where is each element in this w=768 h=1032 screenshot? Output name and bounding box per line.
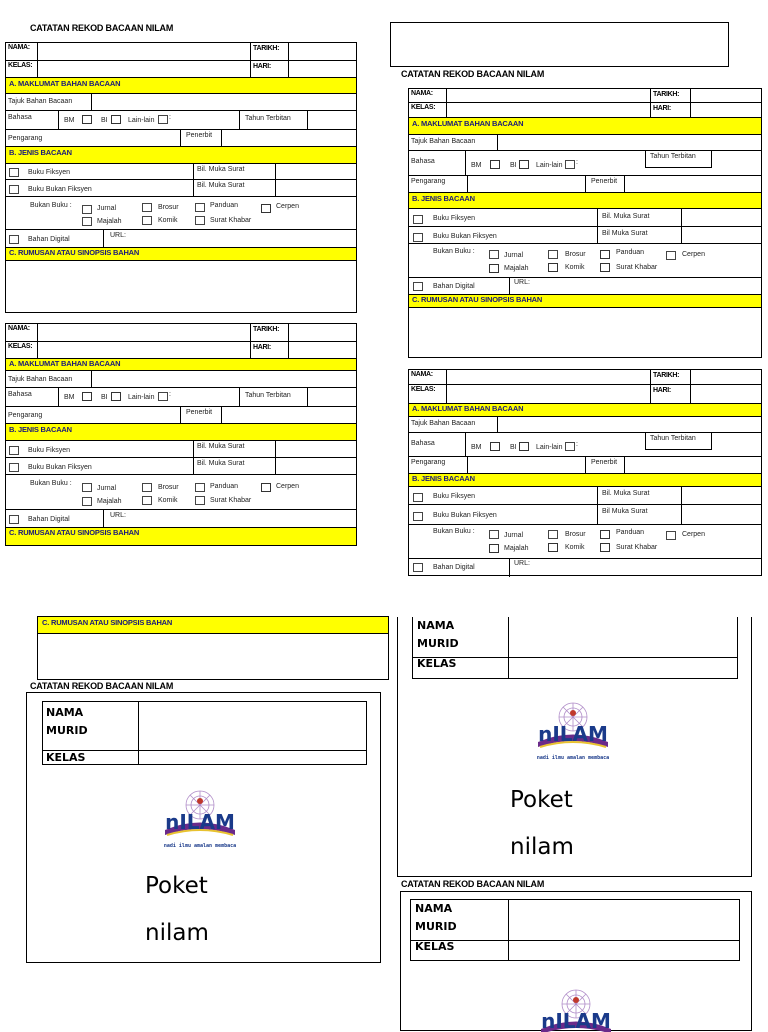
bukan-buku-label: Bukan Buku : [30, 202, 72, 209]
tajuk-label: Tajuk Bahan Bacaan [411, 138, 476, 145]
bahasa-label: Bahasa [411, 440, 435, 447]
cerpen-checkbox[interactable] [261, 204, 271, 213]
bukan-fiksyen-label: Buku Bukan Fiksyen [433, 233, 497, 240]
pengarang-field[interactable] [467, 176, 585, 192]
nilam-logo [511, 984, 641, 1032]
divider [711, 151, 714, 168]
bil-muka-field[interactable] [275, 164, 356, 179]
tarikh-field[interactable] [288, 43, 356, 60]
bil-muka-field-2[interactable] [275, 180, 356, 196]
penerbit-label: Penerbit [186, 409, 213, 416]
form-title-2: CATATAN REKOD BACAAN NILAM [401, 69, 545, 79]
hari-label: HARI: [253, 63, 271, 70]
colon: : [576, 441, 578, 448]
poket-text: Poket [510, 787, 573, 813]
bil-muka-label-2: Bil Muka Surat [602, 230, 648, 237]
jurnal-label: Jurnal [97, 205, 117, 212]
komik-label: Komik [158, 497, 178, 504]
tarikh-field[interactable] [690, 89, 761, 102]
svg-text:nadi ilmu amalan membaca: nadi ilmu amalan membaca [163, 843, 237, 849]
student-info-box [412, 617, 738, 679]
brosur-label: Brosur [158, 204, 179, 211]
poket-text: Poket [145, 873, 208, 899]
komik-label: Komik [158, 217, 178, 224]
divider [681, 227, 684, 243]
bukan-buku-label: Bukan Buku : [433, 248, 475, 255]
lainlain-checkbox[interactable] [565, 442, 575, 451]
form-title-1: CATATAN REKOD BACAAN NILAM [30, 23, 174, 33]
cerpen-label: Cerpen [682, 251, 705, 258]
nilam-text: nilam [510, 834, 574, 860]
bi-label: BI [101, 117, 108, 124]
nama-murid-label [417, 617, 459, 653]
tajuk-field[interactable] [91, 371, 356, 387]
tahun-label: Tahun Terbitan [245, 115, 291, 122]
tarikh-field[interactable] [288, 324, 356, 341]
penerbit-label: Penerbit [591, 178, 618, 185]
digital-label: Bahan Digital [433, 564, 475, 571]
penerbit-field[interactable] [221, 130, 356, 146]
colon: : [169, 114, 171, 121]
nama-murid-field[interactable] [509, 617, 737, 657]
komik-checkbox[interactable] [548, 543, 558, 552]
cerpen-checkbox[interactable] [666, 531, 676, 540]
divider [307, 111, 310, 129]
kelas-label: KELAS [415, 940, 455, 953]
bukan-buku-label: Bukan Buku : [30, 480, 72, 487]
nama-field[interactable] [37, 43, 250, 60]
cerpen-label: Cerpen [276, 203, 299, 210]
nilam-text: nilam [145, 920, 209, 946]
fiksyen-label: Buku Fiksyen [433, 215, 476, 222]
surat-khabar-label: Surat Khabar [616, 264, 658, 271]
bukan-fiksyen-label: Buku Bukan Fiksyen [28, 186, 92, 193]
surat-khabar-label: Surat Khabar [210, 217, 252, 224]
bi-label: BI [101, 394, 108, 401]
tajuk-field[interactable] [497, 417, 761, 432]
bil-muka-label: Bil. Muka Surat [602, 490, 650, 497]
reading-form-2 [5, 323, 357, 546]
bil-muka-label: Bil. Muka Surat [197, 166, 245, 173]
nama-label: NAMA [46, 706, 84, 719]
cerpen-checkbox[interactable] [666, 251, 676, 260]
pengarang-label: Pengarang [8, 412, 43, 419]
bi-checkbox[interactable] [111, 115, 121, 124]
nama-field[interactable] [446, 89, 650, 102]
bm-checkbox[interactable] [490, 442, 500, 451]
nama-field[interactable] [446, 370, 650, 384]
hari-label: HARI: [253, 344, 271, 351]
komik-checkbox[interactable] [142, 496, 152, 505]
reading-form-1 [5, 42, 357, 313]
divider [681, 505, 684, 524]
nama-murid-field[interactable] [509, 900, 739, 940]
nama-label: NAMA [417, 619, 455, 632]
nilam-logo-icon [135, 785, 265, 855]
bil-muka-field-2[interactable] [275, 458, 356, 474]
section-a-header: A. MAKLUMAT BAHAN BACAAN [409, 404, 761, 417]
section-a-header: A. MAKLUMAT BAHAN BACAAN [6, 359, 356, 371]
panduan-label: Panduan [616, 249, 645, 256]
bil-muka-label: Bil. Muka Surat [197, 443, 245, 450]
komik-label: Komik [565, 264, 585, 271]
section-a-header: A. MAKLUMAT BAHAN BACAAN [409, 118, 761, 135]
murid-label: MURID [417, 637, 459, 650]
bukan-fiksyen-label: Buku Bukan Fiksyen [433, 512, 497, 519]
nama-label: NAMA: [411, 90, 433, 97]
tajuk-field[interactable] [497, 135, 761, 150]
url-label: URL: [514, 560, 530, 567]
surat-khabar-checkbox[interactable] [195, 216, 205, 225]
fiksyen-checkbox[interactable] [413, 215, 423, 224]
reading-form-4 [408, 369, 762, 576]
bukan-fiksyen-label: Buku Bukan Fiksyen [28, 464, 92, 471]
lainlain-checkbox[interactable] [158, 392, 168, 401]
nama-murid-label [46, 704, 88, 740]
bm-label: BM [64, 117, 75, 124]
pengarang-label: Pengarang [411, 459, 446, 466]
nilam-logo [135, 785, 265, 855]
kelas-field[interactable] [139, 751, 366, 764]
tajuk-label: Tajuk Bahan Bacaan [8, 98, 73, 105]
bil-muka-label-2: Bil. Muka Surat [197, 182, 245, 189]
panduan-label: Panduan [210, 202, 239, 209]
majalah-label: Majalah [504, 545, 529, 552]
brosur-checkbox[interactable] [548, 250, 558, 259]
bm-checkbox[interactable] [82, 392, 92, 401]
bil-muka-label-2: Bil Muka Surat [602, 508, 648, 515]
sinopsis-field[interactable] [6, 261, 356, 312]
student-info-box [42, 701, 367, 765]
majalah-label: Majalah [97, 218, 122, 225]
majalah-checkbox[interactable] [82, 217, 92, 226]
section-c-header: C. RUMUSAN ATAU SINOPSIS BAHAN [6, 528, 356, 545]
kelas-label: KELAS: [411, 386, 436, 393]
pengarang-label: Pengarang [8, 135, 43, 142]
pengarang-field[interactable] [467, 457, 585, 473]
lainlain-checkbox[interactable] [158, 115, 168, 124]
empty-box [390, 22, 729, 67]
nama-label: NAMA: [8, 325, 30, 332]
komik-label: Komik [565, 544, 585, 551]
cerpen-checkbox[interactable] [261, 483, 271, 492]
jurnal-checkbox[interactable] [82, 205, 92, 214]
komik-checkbox[interactable] [548, 263, 558, 272]
bukan-fiksyen-checkbox[interactable] [413, 233, 423, 242]
kelas-field[interactable] [446, 385, 650, 403]
tarikh-label: TARIKH: [253, 45, 280, 52]
poket-card-1 [26, 692, 381, 963]
tarikh-field[interactable] [690, 370, 761, 384]
card-title-1: CATATAN REKOD BACAAN NILAM [30, 681, 174, 691]
brosur-label: Brosur [158, 484, 179, 491]
bil-muka-field[interactable] [275, 441, 356, 457]
kelas-field[interactable] [446, 103, 650, 117]
divider [681, 487, 684, 504]
fiksyen-label: Buku Fiksyen [28, 447, 71, 454]
tajuk-field[interactable] [91, 94, 356, 110]
nama-label: NAMA: [8, 44, 30, 51]
jurnal-label: Jurnal [504, 532, 524, 539]
kelas-field[interactable] [37, 61, 250, 77]
poket-card-3 [400, 891, 752, 1031]
kelas-label: KELAS: [8, 343, 33, 350]
pengarang-label: Pengarang [411, 178, 446, 185]
majalah-label: Majalah [97, 498, 122, 505]
nilam-logo-icon [511, 984, 641, 1032]
colon: : [169, 391, 171, 398]
hari-label: HARI: [653, 105, 671, 112]
panduan-checkbox[interactable] [600, 250, 610, 259]
kelas-label: KELAS [46, 751, 86, 764]
surat-khabar-checkbox[interactable] [600, 263, 610, 272]
nama-murid-field[interactable] [139, 702, 366, 750]
divider [711, 433, 714, 450]
nama-label: NAMA: [411, 371, 433, 378]
kelas-field[interactable] [509, 941, 739, 960]
student-info-box [410, 899, 740, 961]
digital-label: Bahan Digital [28, 516, 70, 523]
section-b-header: B. JENIS BACAAN [409, 474, 761, 487]
hari-field[interactable] [288, 61, 356, 77]
brosur-checkbox[interactable] [142, 203, 152, 212]
majalah-label: Majalah [504, 265, 529, 272]
bahasa-label: Bahasa [411, 158, 435, 165]
tahun-label: Tahun Terbitan [245, 392, 291, 399]
svg-text:nILAM: nILAM [538, 722, 608, 746]
nilam-logo [508, 697, 638, 767]
sinopsis-remnant [37, 616, 389, 680]
cerpen-label: Cerpen [276, 483, 299, 490]
brosur-label: Brosur [565, 531, 586, 538]
bahasa-label: Bahasa [8, 114, 32, 121]
lainlain-checkbox[interactable] [565, 160, 575, 169]
hari-field[interactable] [288, 342, 356, 358]
surat-khabar-label: Surat Khabar [616, 544, 658, 551]
section-a-header: A. MAKLUMAT BAHAN BACAAN [6, 78, 356, 94]
digital-label: Bahan Digital [433, 283, 475, 290]
kelas-label: KELAS: [411, 104, 436, 111]
surat-khabar-label: Surat Khabar [210, 497, 252, 504]
url-label: URL: [110, 512, 126, 519]
bukan-fiksyen-checkbox[interactable] [9, 185, 19, 194]
tajuk-label: Tajuk Bahan Bacaan [8, 376, 73, 383]
section-b-header: B. JENIS BACAAN [409, 193, 761, 209]
bi-checkbox[interactable] [519, 160, 529, 169]
jurnal-label: Jurnal [97, 485, 117, 492]
section-c-header: C. RUMUSAN ATAU SINOPSIS BAHAN [6, 248, 356, 261]
fiksyen-checkbox[interactable] [9, 168, 19, 177]
card-title-2: CATATAN REKOD BACAAN NILAM [401, 879, 545, 889]
url-label: URL: [110, 232, 126, 239]
section-b-header: B. JENIS BACAAN [6, 147, 356, 164]
colon: : [576, 159, 578, 166]
nilam-logo-icon [508, 697, 638, 767]
panduan-label: Panduan [210, 483, 239, 490]
hari-label: HARI: [653, 387, 671, 394]
surat-khabar-checkbox[interactable] [195, 496, 205, 505]
digital-checkbox[interactable] [413, 563, 423, 572]
bukan-fiksyen-checkbox[interactable] [9, 463, 19, 472]
lainlain-label: Lain-lain [536, 162, 563, 169]
nama-murid-label [415, 900, 457, 936]
digital-label: Bahan Digital [28, 236, 70, 243]
penerbit-label: Penerbit [591, 459, 618, 466]
divider [307, 388, 310, 406]
fiksyen-checkbox[interactable] [9, 446, 19, 455]
section-b-header: B. JENIS BACAAN [6, 424, 356, 441]
kelas-field[interactable] [509, 658, 737, 678]
tarikh-label: TARIKH: [253, 326, 280, 333]
fiksyen-label: Buku Fiksyen [28, 169, 71, 176]
bm-label: BM [471, 162, 482, 169]
majalah-checkbox[interactable] [489, 264, 499, 273]
tahun-label: Tahun Terbitan [650, 435, 696, 442]
sinopsis-field[interactable] [409, 308, 761, 357]
lainlain-label: Lain-lain [128, 117, 155, 124]
brosur-checkbox[interactable] [142, 483, 152, 492]
panduan-checkbox[interactable] [195, 203, 205, 212]
fiksyen-checkbox[interactable] [413, 493, 423, 502]
bm-label: BM [64, 394, 75, 401]
lainlain-label: Lain-lain [536, 444, 563, 451]
kelas-label: KELAS: [8, 62, 33, 69]
penerbit-field[interactable] [624, 457, 761, 473]
jurnal-label: Jurnal [504, 252, 524, 259]
digital-checkbox[interactable] [413, 282, 423, 291]
bukan-buku-label: Bukan Buku : [433, 528, 475, 535]
section-c-header: C. RUMUSAN ATAU SINOPSIS BAHAN [409, 295, 761, 308]
kelas-field[interactable] [37, 342, 250, 358]
brosur-checkbox[interactable] [548, 530, 558, 539]
digital-checkbox[interactable] [9, 515, 19, 524]
section-c-header: C. RUMUSAN ATAU SINOPSIS BAHAN [38, 617, 388, 634]
reading-form-3 [408, 88, 762, 358]
panduan-checkbox[interactable] [600, 530, 610, 539]
tajuk-label: Tajuk Bahan Bacaan [411, 420, 476, 427]
svg-text:nadi ilmu amalan membaca: nadi ilmu amalan membaca [536, 755, 610, 761]
bil-muka-label: Bil. Muka Surat [602, 213, 650, 220]
penerbit-field[interactable] [221, 407, 356, 423]
hari-field[interactable] [690, 103, 761, 117]
bm-label: BM [471, 444, 482, 451]
bm-checkbox[interactable] [82, 115, 92, 124]
bi-checkbox[interactable] [519, 442, 529, 451]
bukan-fiksyen-checkbox[interactable] [413, 512, 423, 521]
svg-text:nILAM: nILAM [541, 1009, 611, 1032]
poket-card-2 [397, 617, 752, 877]
digital-checkbox[interactable] [9, 235, 19, 244]
surat-khabar-checkbox[interactable] [600, 543, 610, 552]
bi-checkbox[interactable] [111, 392, 121, 401]
majalah-checkbox[interactable] [489, 544, 499, 553]
nama-label: NAMA [415, 902, 453, 915]
nama-field[interactable] [37, 324, 250, 341]
svg-text:nILAM: nILAM [165, 810, 235, 834]
kelas-label: KELAS [417, 657, 457, 670]
tahun-label: Tahun Terbitan [650, 153, 696, 160]
hari-field[interactable] [690, 385, 761, 403]
bahasa-label: Bahasa [8, 391, 32, 398]
tarikh-label: TARIKH: [653, 372, 680, 379]
divider [681, 209, 684, 226]
jurnal-checkbox[interactable] [82, 483, 92, 492]
jurnal-checkbox[interactable] [489, 250, 499, 259]
penerbit-label: Penerbit [186, 132, 213, 139]
komik-checkbox[interactable] [142, 216, 152, 225]
majalah-checkbox[interactable] [82, 497, 92, 506]
brosur-label: Brosur [565, 251, 586, 258]
panduan-checkbox[interactable] [195, 483, 205, 492]
murid-label: MURID [415, 920, 457, 933]
bm-checkbox[interactable] [490, 160, 500, 169]
jurnal-checkbox[interactable] [489, 530, 499, 539]
url-label: URL: [514, 279, 530, 286]
bil-muka-label-2: Bil. Muka Surat [197, 460, 245, 467]
panduan-label: Panduan [616, 529, 645, 536]
bi-label: BI [510, 162, 517, 169]
murid-label: MURID [46, 724, 88, 737]
bi-label: BI [510, 444, 517, 451]
fiksyen-label: Buku Fiksyen [433, 493, 476, 500]
lainlain-label: Lain-lain [128, 394, 155, 401]
tarikh-label: TARIKH: [653, 91, 680, 98]
cerpen-label: Cerpen [682, 531, 705, 538]
penerbit-field[interactable] [624, 176, 761, 192]
